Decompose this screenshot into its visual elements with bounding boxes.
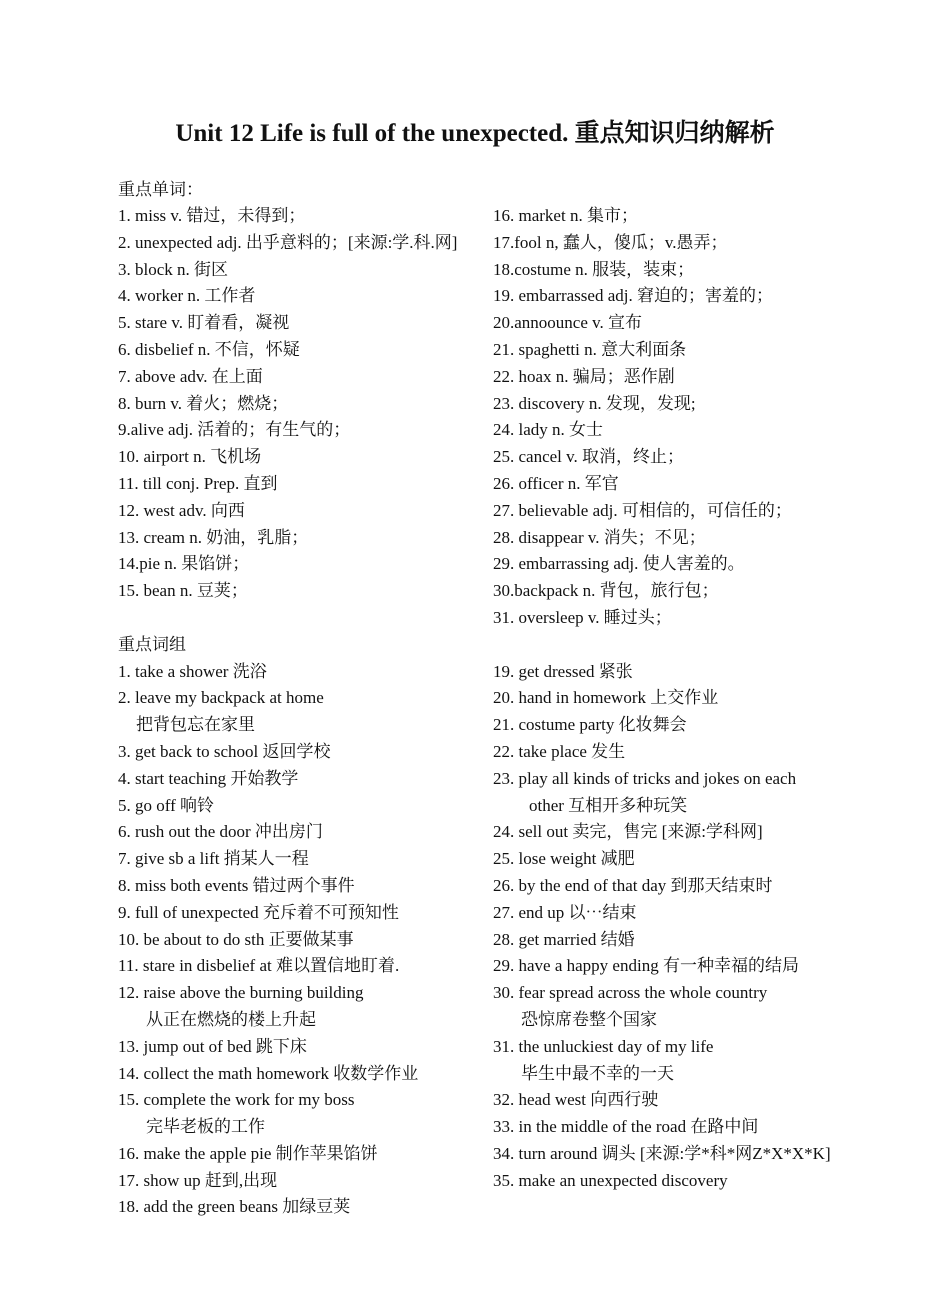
phrase-item: 7. give sb a lift 捎某人一程 bbox=[118, 849, 309, 869]
word-item: 24. lady n. 女士 bbox=[493, 420, 604, 440]
word-item: 4. worker n. 工作者 bbox=[118, 286, 256, 306]
phrase-item: 2. leave my backpack at home bbox=[118, 688, 324, 708]
phrase-item: 31. the unluckiest day of my life bbox=[493, 1036, 714, 1056]
words-left-column bbox=[118, 203, 493, 632]
word-item: 3. block n. 街区 bbox=[118, 259, 229, 279]
phrase-item: 34. turn around 调头 [来源:学*科*网Z*X*X*K] bbox=[493, 1143, 831, 1163]
word-item: 1. miss v. 错过，未得到； bbox=[118, 206, 306, 225]
word-item: 21. spaghetti n. 意大利面条 bbox=[493, 339, 687, 359]
phrase-item: 15. complete the work for my boss bbox=[118, 1090, 355, 1110]
word-item: 6. disbelief n. 不信，怀疑 bbox=[118, 339, 300, 359]
word-item: 13. cream n. 奶油，乳脂； bbox=[118, 527, 309, 547]
page-title: Unit 12 Life is full of the unexpected. 重点知识归纳解析 bbox=[175, 120, 775, 147]
phrase-translation: 毕生中最不幸的一天 bbox=[521, 1063, 674, 1083]
word-item: 10. airport n. 飞机场 bbox=[118, 447, 262, 467]
phrase-item: 22. take place 发生 bbox=[493, 741, 626, 761]
word-item: 17.fool n, 蠢人，傻瓜；v.愚弄； bbox=[493, 232, 728, 252]
phrase-item: 9. full of unexpected 充斥着不可预知性 bbox=[118, 902, 399, 922]
word-item: 14.pie n. 果馅饼； bbox=[118, 554, 250, 574]
word-item: 16. market n. 集市； bbox=[493, 206, 638, 225]
phrase-item: 11. stare in disbelief at 难以置信地盯着. bbox=[118, 956, 400, 976]
phrase-translation: 把背包忘在家里 bbox=[136, 715, 255, 735]
word-item: 2. unexpected adj. 出乎意料的；[来源:学.科.网] bbox=[118, 232, 458, 252]
word-item: 15. bean n. 豆荚； bbox=[118, 581, 248, 601]
words-section-label: 重点单词： bbox=[118, 180, 203, 199]
words-right-column bbox=[493, 203, 832, 632]
document-body bbox=[118, 176, 832, 1221]
phrase-item: 12. raise above the burning building bbox=[118, 983, 364, 1003]
phrases-left-column bbox=[118, 632, 493, 1222]
phrase-item: 24. sell out 卖完，售完 [来源:学科网] bbox=[493, 822, 763, 842]
word-item: 11. till conj. Prep. 直到 bbox=[118, 473, 278, 493]
word-item: 19. embarrassed adj. 窘迫的；害羞的； bbox=[493, 286, 773, 306]
word-item: 9.alive adj. 活着的；有生气的； bbox=[118, 420, 351, 440]
phrases-section-label: 重点词组 bbox=[118, 634, 186, 654]
phrase-item: 33. in the middle of the road 在路中间 bbox=[493, 1117, 759, 1137]
phrase-item: 19. get dressed 紧张 bbox=[493, 661, 633, 681]
phrase-item: 17. show up 赶到,出现 bbox=[118, 1170, 278, 1190]
word-item: 22. hoax n. 骗局；恶作剧 bbox=[493, 366, 675, 386]
phrase-item: 20. hand in homework 上交作业 bbox=[493, 688, 719, 708]
phrase-item: 16. make the apple pie 制作苹果馅饼 bbox=[118, 1143, 378, 1163]
phrase-item: 5. go off 响铃 bbox=[118, 795, 215, 815]
phrase-item: 3. get back to school 返回学校 bbox=[118, 741, 331, 761]
phrase-translation: 完毕老板的工作 bbox=[146, 1117, 265, 1137]
phrase-translation: 从正在燃烧的楼上升起 bbox=[146, 1009, 316, 1029]
word-item: 20.annoounce v. 宣布 bbox=[493, 313, 643, 333]
word-item: 27. believable adj. 可相信的，可信任的； bbox=[493, 500, 792, 520]
phrase-item: 27. end up 以⋯结束 bbox=[493, 902, 637, 922]
phrase-item: 8. miss both events 错过两个事件 bbox=[118, 875, 355, 895]
phrase-item: 18. add the green beans 加绿豆荚 bbox=[118, 1197, 351, 1217]
phrase-item: 1. take a shower 洗浴 bbox=[118, 661, 267, 681]
phrase-item: 6. rush out the door 冲出房门 bbox=[118, 822, 323, 842]
phrase-item: 14. collect the math homework 收数学作业 bbox=[118, 1063, 419, 1083]
phrase-item: 32. head west 向西行驶 bbox=[493, 1090, 659, 1110]
phrase-item: 26. by the end of that day 到那天结束时 bbox=[493, 875, 773, 895]
word-item: 23. discovery n. 发现，发现; bbox=[493, 393, 696, 413]
phrases-right-column bbox=[493, 632, 832, 1222]
word-item: 26. officer n. 军官 bbox=[493, 473, 619, 493]
words-section bbox=[118, 203, 832, 632]
phrase-item: 13. jump out of bed 跳下床 bbox=[118, 1036, 307, 1056]
word-item: 12. west adv. 向西 bbox=[118, 500, 245, 520]
word-item: 25. cancel v. 取消，终止； bbox=[493, 447, 685, 467]
phrase-item: 4. start teaching 开始教学 bbox=[118, 768, 299, 788]
word-item: 8. burn v. 着火；燃烧； bbox=[118, 393, 289, 413]
phrase-translation: 恐惊席卷整个国家 bbox=[521, 1009, 657, 1029]
word-item: 30.backpack n. 背包，旅行包； bbox=[493, 581, 719, 601]
word-item: 18.costume n. 服装，装束； bbox=[493, 259, 695, 279]
phrase-item: 30. fear spread across the whole country bbox=[493, 983, 768, 1003]
word-item: 7. above adv. 在上面 bbox=[118, 366, 263, 386]
phrase-item: 23. play all kinds of tricks and jokes on each bbox=[493, 768, 797, 788]
phrase-item: 10. be about to do sth 正要做某事 bbox=[118, 929, 354, 949]
phrase-item: 28. get married 结婚 bbox=[493, 929, 635, 949]
phrase-item: 29. have a happy ending 有一种幸福的结局 bbox=[493, 956, 799, 976]
phrase-translation: other 互相开多种玩笑 bbox=[529, 795, 688, 815]
word-item: 28. disappear v. 消失；不见； bbox=[493, 527, 706, 547]
word-item: 5. stare v. 盯着看，凝视 bbox=[118, 313, 290, 333]
word-item: 31. oversleep v. 睡过头； bbox=[493, 607, 672, 627]
phrase-item: 35. make an unexpected discovery bbox=[493, 1170, 728, 1190]
phrase-item: 21. costume party 化妆舞会 bbox=[493, 715, 687, 735]
phrases-section bbox=[118, 632, 832, 1222]
word-item: 29. embarrassing adj. 使人害羞的。 bbox=[493, 554, 745, 574]
phrase-item: 25. lose weight 减肥 bbox=[493, 849, 635, 869]
blank-line bbox=[493, 632, 832, 659]
